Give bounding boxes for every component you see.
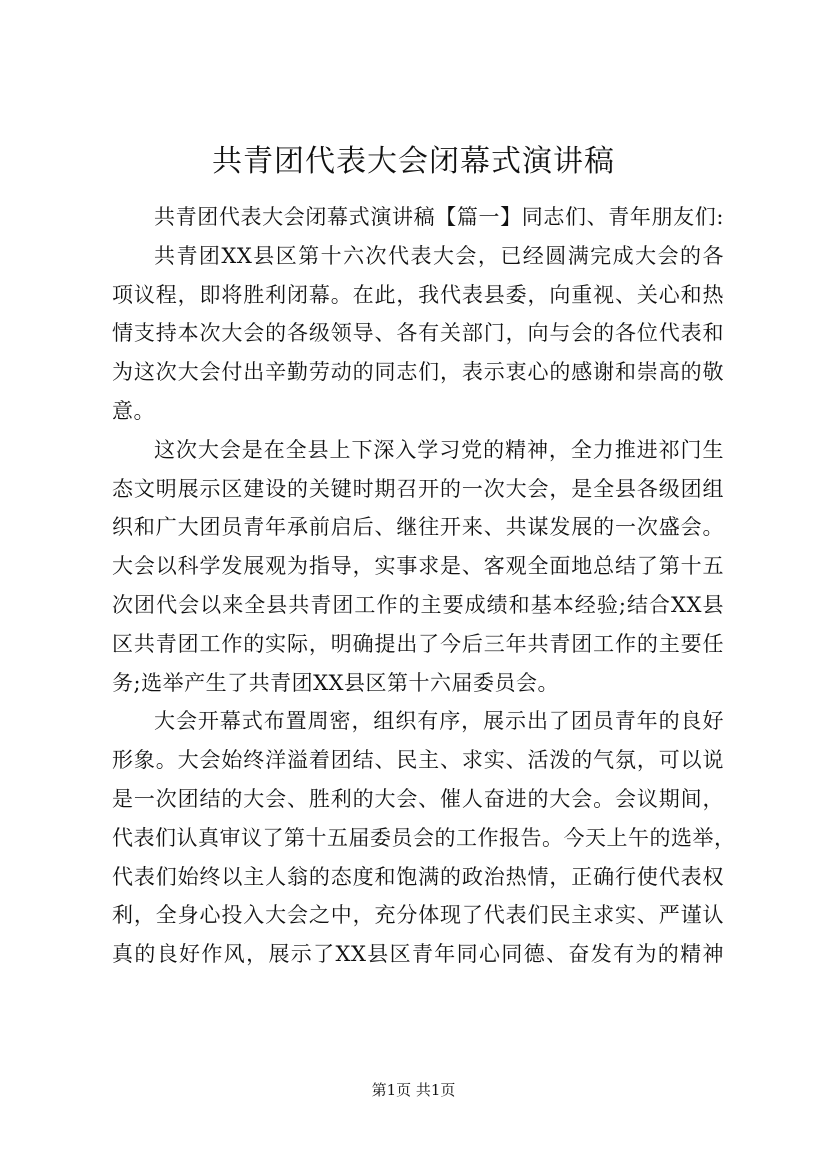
text-line-19: 利，全身心投入大会之中，充分体现了代表们民主求实、严谨认: [112, 903, 724, 928]
text-line-10: 大会以科学发展观为指导，实事求是、客观全面地总结了第十五: [112, 554, 724, 579]
text-line-14: 大会开幕式布置周密，组织有序，展示出了团员青年的良好: [154, 709, 724, 734]
text-line-8: 态文明展示区建设的关键时期召开的一次大会，是全县各级团组: [112, 476, 724, 501]
text-line-15: 形象。大会始终洋溢着团结、民主、求实、活泼的气氛，可以说: [112, 748, 724, 773]
text-line-1: 共青团代表大会闭幕式演讲稿【篇一】同志们、青年朋友们:: [154, 205, 724, 229]
text-line-11: 次团代会以来全县共青团工作的主要成绩和基本经验;结合XX县: [112, 592, 724, 617]
page-footer: 第1页 共1页: [371, 1081, 456, 1099]
text-line-18: 代表们始终以主人翁的态度和饱满的政治热情，正确行使代表权: [112, 864, 724, 889]
text-line-6: 意。: [112, 398, 155, 423]
text-line-2: 共青团XX县区第十六次代表大会，已经圆满完成大会的各: [154, 243, 724, 268]
text-line-13: 务;选举产生了共青团XX县区第十六届委员会。: [112, 670, 559, 695]
text-line-16: 是一次团结的大会、胜利的大会、催人奋进的大会。会议期间，: [112, 786, 724, 811]
document-title: 共青团代表大会闭幕式演讲稿: [212, 144, 615, 179]
text-line-20: 真的良好作风，展示了XX县区青年同心同德、奋发有为的精神: [112, 942, 724, 967]
text-line-17: 代表们认真审议了第十五届委员会的工作报告。今天上午的选举，: [112, 825, 736, 850]
text-line-7: 这次大会是在全县上下深入学习党的精神，全力推进祁门生: [154, 437, 724, 462]
text-line-9: 织和广大团员青年承前启后、继往开来、共谋发展的一次盛会。: [112, 515, 724, 540]
text-line-5: 为这次大会付出辛勤劳动的同志们，表示衷心的感谢和崇高的敬: [112, 360, 724, 385]
document-body: [112, 198, 736, 974]
text-line-12: 区共青团工作的实际，明确提出了今后三年共青团工作的主要任: [112, 631, 724, 656]
text-line-3: 项议程，即将胜利闭幕。在此，我代表县委，向重视、关心和热: [112, 282, 724, 307]
text-line-4: 情支持本次大会的各级领导、各有关部门，向与会的各位代表和: [112, 321, 724, 346]
